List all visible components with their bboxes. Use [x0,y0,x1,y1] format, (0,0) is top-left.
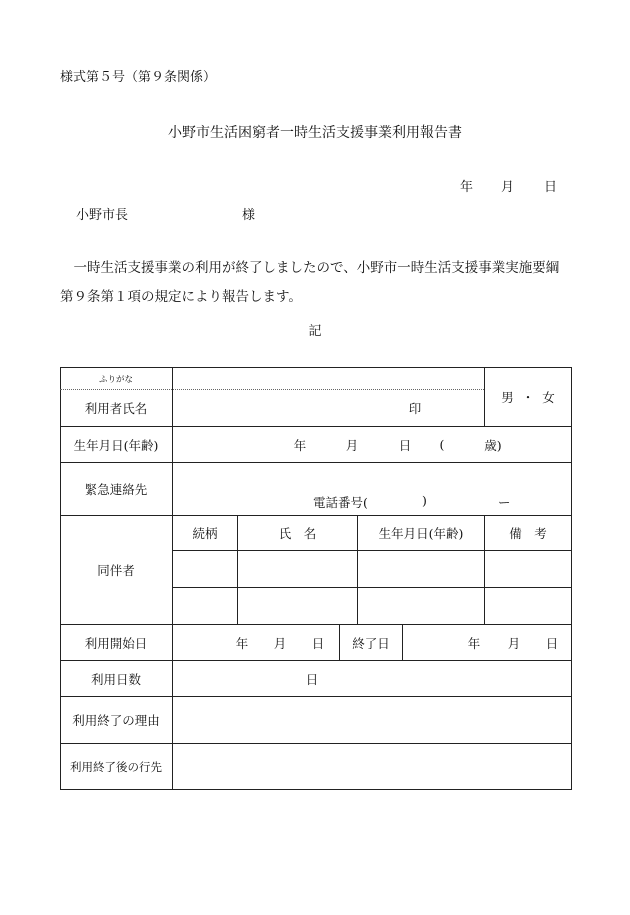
birth-day: 日 [398,437,412,453]
age-unit: 歳) [484,437,502,453]
start-year: 年 [235,635,249,651]
phone-close-paren: ) [422,493,427,508]
body-line-1: 一時生活支援事業の利用が終了しましたので、小野市一時生活支援事業実施要綱 [73,260,560,276]
end-month: 月 [507,635,521,651]
phone-label: 電話番号( [313,495,368,510]
birth-month: 月 [345,437,359,453]
usage-days-label: 利用日数 [90,671,141,687]
recipient-name: 小野市長 [76,208,129,223]
companion-header-birth: 生年月日(年齢) [378,526,464,541]
sex-female[interactable]: 女 [542,389,555,405]
body-line-2: 第９条第１項の規定により報告します。 [60,289,302,305]
date-day: 日 [544,180,558,195]
emergency-contact-label: 緊急連絡先 [84,482,148,497]
destination-label: 利用終了後の行先 [70,759,162,774]
label-column-divider [172,367,173,790]
birth-label: 生年月日(年齢) [73,437,159,453]
recipient-honorific: 様 [242,208,256,223]
end-label-right [402,624,403,660]
phone-dash: ー [498,495,511,510]
companion-header-name: 氏 名 [278,526,317,541]
end-date-label: 終了日 [352,635,390,651]
companion-header-remarks: 備 考 [509,526,547,541]
sex-male[interactable]: 男 [501,389,514,405]
user-name-label: 利用者氏名 [84,401,148,416]
sex-selector[interactable] [485,367,571,426]
form-number: 様式第５号（第９条関係） [60,70,217,85]
end-day: 日 [545,635,559,651]
start-month: 月 [273,635,287,651]
usage-days-unit: 日 [305,671,319,687]
table-border-bottom [60,789,572,790]
body-text [60,254,580,312]
furigana-label: ふりがな [98,374,133,385]
companion-header-relation: 続柄 [192,526,218,541]
date-month: 月 [501,180,515,195]
start-date-label: 利用開始日 [84,635,148,651]
document-title: 小野市生活困窮者一時生活支援事業利用報告書 [168,125,462,141]
sex-separator: ・ [521,389,535,405]
report-table [60,367,572,790]
birth-year: 年 [293,437,307,453]
end-reason-label: 利用終了の理由 [72,713,160,728]
companion-label: 同伴者 [97,563,135,578]
end-year: 年 [467,635,481,651]
age-open-paren: ( [439,437,445,452]
companion-row-divider [172,587,572,588]
seal-mark: 印 [408,401,422,416]
ki-heading: 記 [308,324,322,339]
start-day: 日 [311,635,325,651]
date-year: 年 [460,180,474,195]
table-border-right [571,367,572,790]
companion-header-divider [172,550,572,551]
